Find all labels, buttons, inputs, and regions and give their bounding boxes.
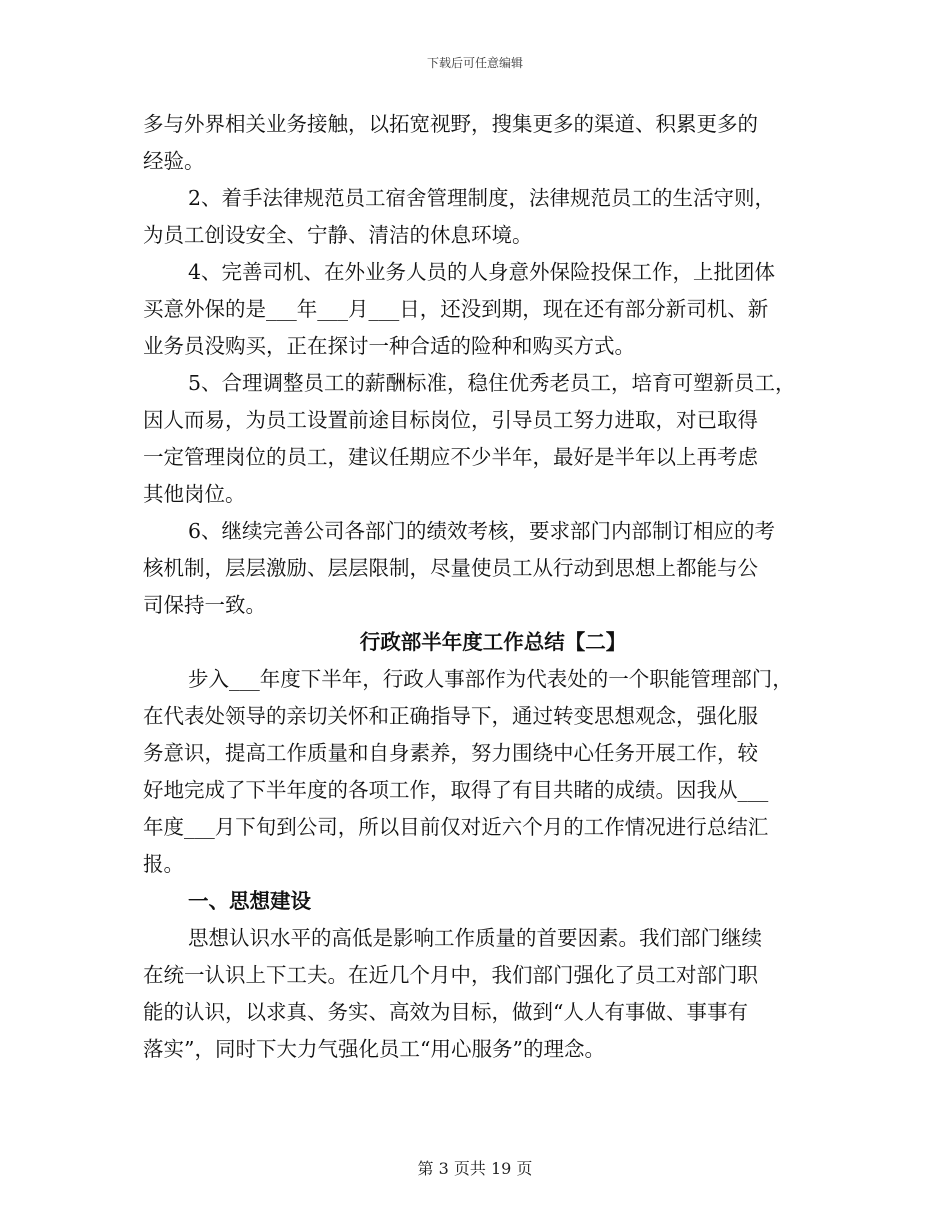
paragraph-line: 核机制，层层激励、层层限制，尽量使员工从行动到思想上都能与公 [143,556,758,580]
paragraph-line: 年度___月下旬到公司，所以目前仅对近六个月的工作情况进行总结汇 [143,815,769,839]
paragraph-line: 业务员没购买，正在探讨一种合适的险种和购买方式。 [143,334,635,358]
paragraph-line: 司保持一致。 [143,593,266,617]
paragraph-line: 在代表处领导的亲切关怀和正确指导下，通过转变思想观念，强化服 [143,704,758,728]
paragraph-line: 一定管理岗位的员工，建议任期应不少半年，最好是半年以上再考虑 [143,445,758,469]
paragraph-line: 4、完善司机、在外业务人员的人身意外保险投保工作，上批团体 [188,260,776,284]
paragraph-line: 因人而易，为员工设置前途目标岗位，引导员工努力进取，对已取得 [143,408,758,432]
paragraph-line: 报。 [143,852,184,876]
paragraph-line: 能的认识，以求真、务实、高效为目标，做到“人人有事做、事事有 [143,1000,748,1024]
paragraph-line: 买意外保的是___年___月___日，还没到期，现在还有部分新司机、新 [143,297,769,321]
paragraph-line: 思想认识水平的高低是影响工作质量的首要因素。我们部门继续 [188,926,762,950]
subsection-heading: 一、思想建设 [188,889,311,913]
document-body [143,106,823,1068]
paragraph-line: 步入___年度下半年，行政人事部作为代表处的一个职能管理部门， [188,667,793,691]
paragraph-line: 为员工创设安全、宁静、清洁的休息环境。 [143,223,533,247]
paragraph-line: 2、着手法律规范员工宿舍管理制度，法律规范员工的生活守则， [188,186,776,210]
paragraph-line: 经验。 [143,149,205,173]
paragraph-line: 在统一认识上下工夫。在近几个月中，我们部门强化了员工对部门职 [143,963,758,987]
paragraph-line: 5、合理调整员工的薪酬标准，稳住优秀老员工，培育可塑新员工， [188,371,796,395]
paragraph-line: 务意识，提高工作质量和自身素养，努力围绕中心任务开展工作，较 [143,741,758,765]
paragraph-line: 其他岗位。 [143,482,246,506]
paragraph-line: 多与外界相关业务接触，以拓宽视野，搜集更多的渠道、积累更多的 [143,112,758,136]
paragraph-line: 6、继续完善公司各部门的绩效考核，要求部门内部制订相应的考 [188,519,776,543]
header-note: 下载后可任意编辑 [426,56,523,70]
page-number: 第 3 页共 19 页 [417,1159,533,1178]
paragraph-line: 落实”，同时下大力气强化员工“用心服务”的理念。 [143,1037,605,1061]
paragraph-line: 好地完成了下半年度的各项工作，取得了有目共睹的成绩。因我从___ [143,778,769,802]
section-title: 行政部半年度工作总结【二】 [359,630,627,654]
